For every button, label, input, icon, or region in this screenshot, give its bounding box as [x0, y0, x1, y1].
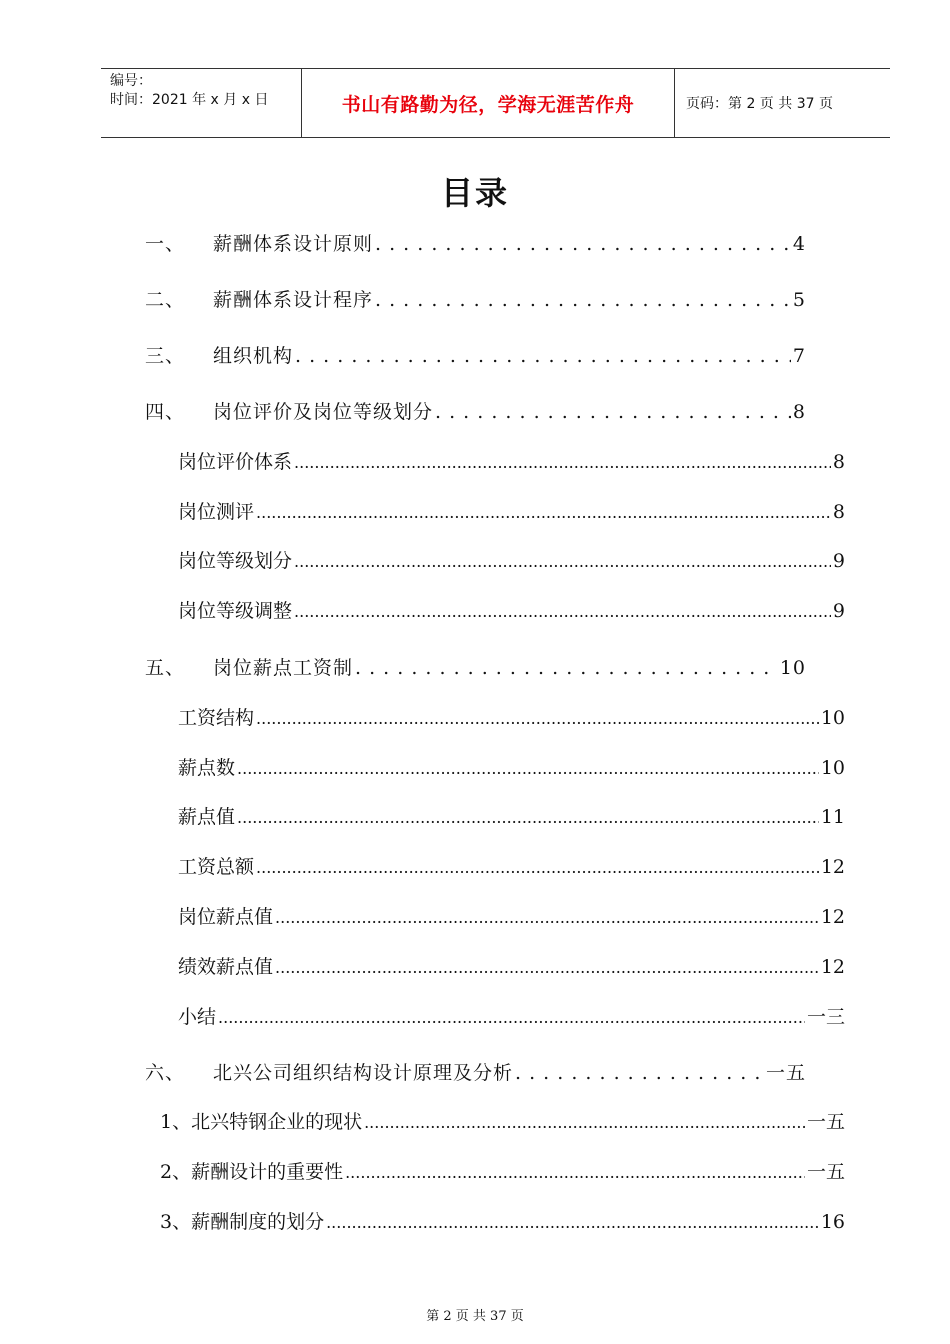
- header-page-info: 页码：第 2 页 共 37 页: [686, 96, 833, 112]
- header-motto: 书山有路勤为径，学海无涯苦作舟: [341, 93, 635, 116]
- toc-page: 12: [820, 956, 845, 978]
- toc-leader: [326, 1213, 819, 1232]
- toc-entry[interactable]: [145, 341, 806, 367]
- toc-title: 北兴公司组织结构设计原理及分析: [213, 1062, 514, 1084]
- toc-title: 岗位等级调整: [178, 600, 293, 622]
- toc-title: 3、薪酬制度的划分: [160, 1211, 325, 1233]
- document-header: [101, 68, 890, 138]
- toc-title: 工资结构: [178, 707, 255, 729]
- toc-subentry[interactable]: [160, 1157, 845, 1183]
- toc-title: 岗位薪点值: [178, 906, 274, 928]
- toc-page: 9: [832, 550, 845, 572]
- toc-page: 10: [779, 657, 806, 679]
- toc-title: 2、薪酬设计的重要性: [160, 1161, 344, 1183]
- toc-page: 8: [792, 401, 806, 423]
- toc-number: 四、: [145, 401, 186, 423]
- toc-number: 二、: [145, 289, 186, 311]
- toc-title: 绩效薪点值: [178, 956, 274, 978]
- toc-title: 岗位测评: [178, 501, 255, 523]
- toc-subentry[interactable]: [178, 596, 845, 622]
- toc-number: 五、: [145, 657, 186, 679]
- toc-leader: [375, 289, 791, 311]
- toc-subentry[interactable]: [178, 497, 845, 523]
- toc-leader: [435, 401, 791, 423]
- number-label: 编号：: [110, 73, 152, 89]
- toc-entry[interactable]: [145, 1058, 806, 1084]
- toc-leader: [355, 657, 778, 679]
- toc-title: 薪点数: [178, 757, 236, 779]
- toc-leader: [237, 759, 819, 778]
- toc-page: 一三: [806, 1006, 845, 1028]
- toc-subentry[interactable]: [178, 753, 845, 779]
- toc-subentry[interactable]: [178, 546, 845, 572]
- page-footer: 第 2 页 共 37 页: [426, 1309, 524, 1324]
- toc-title: 薪点值: [178, 806, 236, 828]
- toc-leader: [364, 1113, 805, 1132]
- toc-subentry[interactable]: [178, 952, 845, 978]
- toc-entry[interactable]: [145, 397, 806, 423]
- toc-leader: [294, 602, 831, 621]
- toc-title: 岗位评价体系: [178, 451, 293, 473]
- toc-page: 12: [820, 906, 845, 928]
- toc-title: 小结: [178, 1006, 217, 1028]
- toc-subentry[interactable]: [178, 902, 845, 928]
- toc-page: 10: [820, 757, 845, 779]
- toc-page: 一五: [765, 1062, 806, 1084]
- toc-page: 8: [832, 501, 845, 523]
- toc-title: 工资总额: [178, 856, 255, 878]
- toc-entry[interactable]: [145, 229, 806, 255]
- header-divider: [674, 69, 675, 137]
- toc-page: 一五: [806, 1111, 845, 1133]
- time-label: 时间：2021 年 x 月 x 日: [110, 92, 269, 108]
- header-meta: [110, 72, 268, 110]
- toc-page: 4: [792, 233, 806, 255]
- toc-title: 岗位薪点工资制: [213, 657, 354, 679]
- page-title: 目录: [440, 174, 509, 212]
- toc-leader: [515, 1062, 764, 1084]
- toc-entry[interactable]: [145, 285, 806, 311]
- toc-leader: [218, 1008, 805, 1027]
- toc-number: 三、: [145, 345, 186, 367]
- toc-leader: [237, 808, 819, 827]
- toc-leader: [256, 503, 831, 522]
- toc-title: 岗位评价及岗位等级划分: [213, 401, 434, 423]
- toc-subentry[interactable]: [178, 802, 845, 828]
- toc-subentry[interactable]: [178, 852, 845, 878]
- toc-leader: [294, 453, 831, 472]
- toc-subentry[interactable]: [160, 1207, 845, 1233]
- toc-leader: [294, 552, 831, 571]
- toc-title: 薪酬体系设计程序: [213, 289, 374, 311]
- toc-leader: [345, 1163, 805, 1182]
- toc-leader: [295, 345, 791, 367]
- toc-page: 10: [820, 707, 845, 729]
- toc-page: 11: [820, 806, 845, 828]
- toc-subentry[interactable]: [160, 1107, 845, 1133]
- toc-leader: [275, 908, 819, 927]
- toc-subentry[interactable]: [178, 1002, 845, 1028]
- toc-title: 薪酬体系设计原则: [213, 233, 374, 255]
- toc-page: 16: [820, 1211, 845, 1233]
- toc-entry[interactable]: [145, 653, 806, 679]
- toc-leader: [256, 709, 819, 728]
- toc-title: 组织机构: [213, 345, 294, 367]
- toc-subentry[interactable]: [178, 703, 845, 729]
- toc-page: 7: [792, 345, 806, 367]
- toc-number: 六、: [145, 1062, 186, 1084]
- toc-page: 9: [832, 600, 845, 622]
- toc-leader: [275, 958, 819, 977]
- toc-leader: [256, 858, 819, 877]
- toc-title: 1、北兴特钢企业的现状: [160, 1111, 363, 1133]
- toc-page: 8: [832, 451, 845, 473]
- toc-page: 12: [820, 856, 845, 878]
- toc-number: 一、: [145, 233, 186, 255]
- toc-title: 岗位等级划分: [178, 550, 293, 572]
- toc-subentry[interactable]: [178, 447, 845, 473]
- toc-page: 一五: [806, 1161, 845, 1183]
- toc-leader: [375, 233, 791, 255]
- toc-page: 5: [792, 289, 806, 311]
